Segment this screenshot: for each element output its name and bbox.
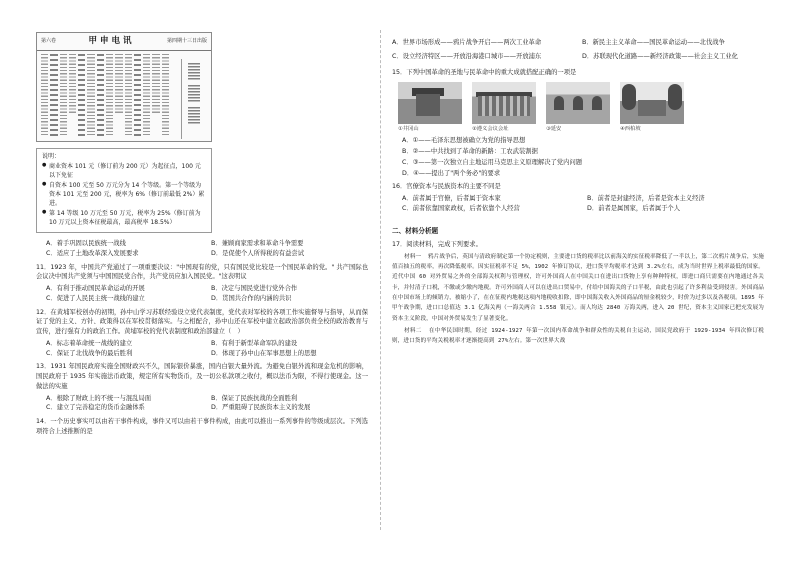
q11-stem: 11．1923 年，中国共产党通过了一项重要决议："中国现有的党，只有国民党比较是一个国民革命的党。" 共产国际也会议决中国共产党须与中国国民党合作，共产党员应加入国民党。"这表明议 (36, 263, 368, 281)
q12-option-c[interactable]: C．保证了北伐战争的最后胜利 (46, 349, 133, 357)
question-14 (36, 417, 368, 437)
q13-option-d[interactable]: D．严重阻碍了民族资本主义的发展 (211, 404, 311, 412)
yanan-image (546, 82, 610, 124)
photo-caption: ④西柏坡 (620, 126, 641, 133)
question-17 (392, 240, 764, 347)
question-16 (392, 182, 764, 213)
q17-stem: 17．阅读材料，完成下列要求。 (392, 240, 482, 248)
material-two-label: 材料二 (404, 328, 422, 335)
zunyi-image (472, 82, 536, 124)
q16-option-d[interactable]: D．前者是属国家，后者属于个人 (587, 204, 681, 212)
section-title: 二、材料分析题 (392, 226, 439, 235)
q15-option-c[interactable]: C．③——第一次独立自主地运用马克思主义原理解决了党内问题 (402, 158, 583, 166)
photo-yanan (546, 82, 610, 133)
photo-zunyi (472, 82, 536, 133)
q15-stem: 15．下列中国革命的圣地与民革命中的重大成就搭配正确的一项是 (392, 68, 577, 76)
question-12 (36, 308, 368, 359)
q10-option-b[interactable]: B．兼顾商家需求和革命斗争需要 (211, 240, 304, 247)
material-one-label: 材料一 (404, 253, 422, 260)
q14-options (392, 38, 764, 62)
material-two-text: 在中华民国时期，经过 1924-1927 年第一次国内革命战争和群众性的关税自主运动，国民党政府于 1929-1934 年四次修订税则，进口货的平均关税税率才逐渐提高到 27%左右。第一次世界大战 (392, 328, 764, 345)
q12-option-b[interactable]: B．有利于新型革命军队的建设 (211, 339, 298, 347)
question-13 (36, 362, 368, 413)
material-one (392, 252, 764, 324)
q13-options (46, 394, 368, 414)
q15-options (392, 136, 764, 178)
newspaper-columns (41, 54, 169, 136)
note-title: 说明： (42, 153, 61, 160)
q15-photos (398, 82, 764, 133)
q16-option-a[interactable]: A．前者属于官僚，后者属于资本家 (402, 195, 501, 203)
q11-option-c[interactable]: C．促进了人民民主统一战线的建立 (46, 294, 145, 302)
q12-option-d[interactable]: D．体现了孙中山在军事思想上的思想 (211, 349, 317, 357)
q11-option-b[interactable]: B．决定与国民党进行党外合作 (211, 285, 298, 292)
note-item: ● 商业资本 101 元（修订前为 200 元）为起征点，100 元以下免征 (42, 162, 206, 180)
newspaper-masthead (37, 33, 211, 51)
newspaper-side-column (181, 59, 205, 139)
newspaper-body (37, 51, 211, 142)
q12-options (46, 339, 368, 359)
q11-options (46, 284, 368, 304)
question-11 (36, 263, 368, 304)
photo-caption: ②遵义会议会址 (472, 126, 509, 133)
q14-option-c[interactable]: C．设立经济特区——开放沿海港口城市——开放浦东 (392, 52, 542, 60)
right-column (392, 36, 764, 348)
q16-options (402, 194, 764, 214)
q10-option-c[interactable]: C．适应了土地改革深入发展要求 (46, 249, 139, 257)
q13-option-c[interactable]: C．建立了完善稳定的货币金融体系 (46, 404, 145, 412)
tax-note-box (36, 148, 212, 233)
left-column (36, 32, 368, 438)
newspaper-issue: 第六卷 (41, 37, 57, 44)
q16-option-b[interactable]: B．前者是封建经济，后者是资本主义经济 (587, 195, 705, 203)
q10-option-d[interactable]: D．是促使个人所得税的有益尝试 (211, 249, 305, 257)
q16-option-c[interactable]: C．前者依靠国家政权，后者依靠个人经营 (402, 204, 520, 212)
q12-stem: 12．在黄埔军校创办的初期，孙中山学习苏联经验设立党代表制度，党代表对军校的各项工作实施督导与指导，从而保证了党的主义、方针、政策得以在军校贯彻落实。与之相配合，孙中山还在军校中建立起政治部负责全校的政治教育与宣传，进行强有力的政治工作。黄埔军校的党代表制度和政治部建立（ ） (36, 308, 368, 335)
photo-xibaipo (620, 82, 684, 133)
photo-caption: ③延安 (546, 126, 562, 133)
q13-stem: 13．1931 年国民政府实施全国财政兴不久，国际银价暴涨，国内白银大量外流。为避免白银外流和现金危机的影响，国民政府于 1935 年实施法币政策，规定所有实物货币，及一切公私款项之收付，概以法币为限，不得行使现金。这一做法的实施 (36, 363, 368, 390)
q16-stem: 16．官僚资本与民族资本的主要不同是 (392, 183, 501, 191)
q14-option-d[interactable]: D．苏联现代化道路——新经济政策——社会主义工业化 (582, 52, 738, 60)
photo-jinggangshan (398, 82, 462, 133)
q14-option-a[interactable]: A．世界市场形成——鸦片战争开启——两次工业革命 (392, 39, 542, 46)
note-item: ● 第 14 等级 10 万元至 50 万元，税率为 25%（修订前为 10 万元以上资本征税最高，最高税率 18.5%） (42, 209, 206, 227)
q10-option-a[interactable]: A．着手巩固以民族统一战线 (46, 240, 126, 247)
newspaper-date: 第四期十三日出版 (166, 37, 207, 44)
xibaipo-image (620, 82, 684, 124)
q11-option-d[interactable]: D．贯国共合作的内涵的共识 (211, 294, 292, 302)
jinggangshan-image (398, 82, 462, 124)
q13-option-b[interactable]: B．保证了民族抗战的全面胜利 (211, 394, 298, 402)
q12-option-a[interactable]: A．标志着革命统一战线的建立 (46, 339, 133, 347)
q15-option-a[interactable]: A．①——毛泽东思想被确立为党的指导思想 (402, 137, 526, 145)
note-list (42, 162, 206, 227)
column-divider (380, 30, 381, 530)
q10-options (46, 239, 368, 259)
q15-option-b[interactable]: B．②——中共找到了革命的新路：工农武装割据 (402, 148, 538, 156)
q11-option-a[interactable]: A．有利于推动国民革命运动的开展 (46, 285, 145, 292)
q14-stem: 14．一个历史事实可以由若干事件构成，事件又可以由若干事件构成，由此可以推出一系列事件的等级成层次。下列选项符合上述推断的是 (36, 418, 368, 435)
material-two (392, 326, 764, 347)
q14-option-b[interactable]: B．新民主主义革命——国民革命运动——北伐战争 (582, 39, 725, 46)
q15-option-d[interactable]: D．④——提出了"两个务必"的要求 (402, 169, 501, 177)
note-item: ● 自资本 100 元至 50 万元分为 14 个等级。第一个等级为资本 101 元至 200 元，税率为 6%（修订前最低 2%）累进。 (42, 181, 206, 208)
q13-option-a[interactable]: A．根除了财政上的不统一与混乱局面 (46, 394, 152, 402)
material-one-text: 鸦片战争后，英国与清政府制定第一个协定税则，主要进口货的税率比以前海关的实征税率降低了一半以上，第二次鸦片战争后，实施值百抽五的税率，再次降低税率。因实征税率不足 5%，1902 年修订协议，进口货平均税率才达到 3.2%左右，成为当时世界上税率最低的国家。近代中国 60 对外贸易之外的全部海关权利与管理权，许可外国商人在中国关口在进出口货物上享有种种特权，即进口商只需要在内地通过各关卡，并付清子口税，不缴或少缴内地税。许可外国商人可以在进出口贸易中，付给中国海关的子口半税，由此也引起了许多利益受到侵害。外国商品在中国市场上的倾销力，被缩小了，在在征税内地税这项内地税收扣除，即中国海关收入外国商品的厘金税较少，时价为过多以及各税项。1895 年甲午战争期，进口口总值达 3.1 亿海关两（一海关两合 1.558 银元）。而人均达 2840 万海关两，进入 20 世纪，资本主义国家已把充发展为资本主义阶段，中国对外贸易发生了显著变化。 (392, 253, 764, 322)
newspaper-image (36, 32, 212, 142)
photo-caption: ①井冈山 (398, 126, 419, 133)
question-15 (392, 68, 764, 179)
newspaper-title: 甲申电讯 (88, 36, 135, 46)
